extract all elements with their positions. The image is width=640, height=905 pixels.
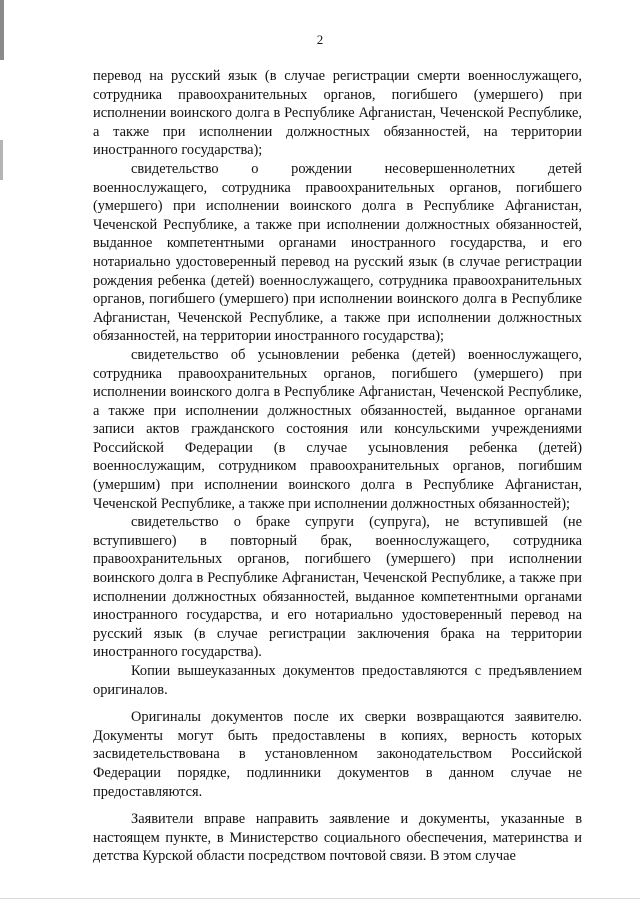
- scan-bottom-edge: [0, 898, 640, 899]
- paragraph-postal-submission: Заявители вправе направить заявление и документы, указанные в настоящем пункте, в Министерство социального обеспечения, материнства и детства Курской области посредством почтовой связи. В этом случае: [93, 811, 582, 865]
- paragraph-copies: Копии вышеуказанных документов предоставляются с предъявлением оригиналов.: [93, 663, 582, 698]
- paragraph-gap: [93, 801, 582, 810]
- scan-edge-mark: [0, 0, 4, 60]
- document-body: [93, 67, 582, 866]
- paragraph-adoption-certificate: свидетельство об усыновлении ребенка (детей) военнослужащего, сотрудника правоохранительных органов, погибшего (умершего) при исполнении воинского долга в Республике Афганистан, Чеченской Республике, а также при исполнении должностных обязанностей, выданное органами записи актов гражданского состояния или консульскими учреждениями Российской Федерации (в случае усыновления ребенка (детей) военнослужащим, сотрудником правоохранительных органов, погибшим (умершим) при исполнении воинского долга в Республике Афганистан, Чеченской Республике, а также при исполнении должностных обязанностей);: [93, 346, 582, 512]
- paragraph-gap: [93, 699, 582, 708]
- page-number: 2: [316, 32, 324, 47]
- paragraph-originals: Оригиналы документов после их сверки возвращаются заявителю. Документы могут быть предоставлены в копиях, верность которых засвидетельствована в установленном законодательством Российской Федерации порядке, подлинники документов в данном случае не предоставляются.: [93, 709, 582, 800]
- paragraph-translation-clause: перевод на русский язык (в случае регистрации смерти военнослужащего, сотрудника правоохранительных органов, погибшего (умершего) при исполнении воинского долга в Республике Афганистан, Чеченской Республике, а также при исполнении должностных обязанностей, на территории иностранного государства);: [93, 68, 582, 159]
- paragraph-birth-certificate: свидетельство о рождении несовершеннолетних детей военнослужащего, сотрудника правоохранительных органов, погибшего (умершего) при исполнении воинского долга в Республике Афганистан, Чеченской Республике, а также при исполнении должностных обязанностей, выданное компетентными органами иностранного государства, и его нотариально удостоверенный перевод на русский язык (в случае регистрации рождения ребенка (детей) военнослужащего, сотрудника правоохранительных органов, погибшего (умершего) при исполнении воинского долга в Республике Афганистан, Чеченской Республике, а также при исполнении должностных обязанностей, на территории иностранного государства);: [93, 160, 582, 345]
- paragraph-marriage-certificate: свидетельство о браке супруги (супруга), не вступившей (не вступившего) в повторный брак, военнослужащего, сотрудника правоохранительных органов, погибшего (умершего) при исполнении воинского долга в Республике Афганистан, Чеченской Республике, а также при исполнении должностных обязанностей, выданное компетентными органами иностранного государства, и его нотариально удостоверенный перевод на русский язык (в случае регистрации заключения брака на территории иностранного государства).: [93, 514, 582, 661]
- scan-edge-mark: [0, 140, 3, 180]
